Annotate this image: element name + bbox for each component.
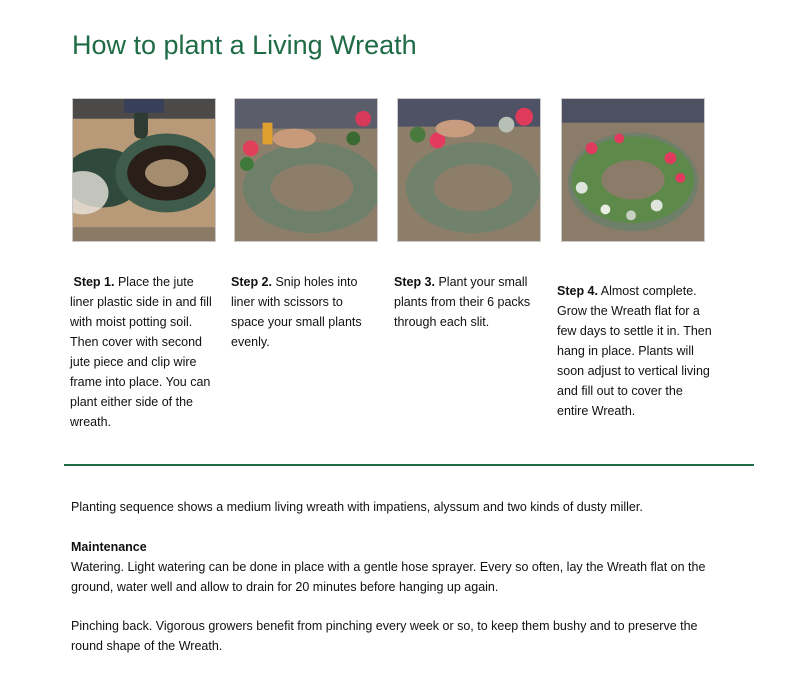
step-4-photo	[561, 98, 705, 242]
step-2-photo	[234, 98, 378, 242]
step-1-photo	[72, 98, 216, 242]
pinching-paragraph: Pinching back. Vigorous growers benefit from pinching every week or so, to keep them bushy and to preserve the round shape of the Wreath.	[71, 619, 698, 653]
intro-paragraph: Planting sequence shows a medium living wreath with impatiens, alyssum and two kinds of dusty miller.	[71, 500, 643, 514]
watering-paragraph: Watering. Light watering can be done in place with a gentle hose sprayer. Every so often, lay the Wreath flat on the ground, water well and allow to drain for 20 minutes before hanging up again.	[71, 560, 706, 594]
maintenance-heading	[71, 537, 721, 557]
step-3-text	[394, 272, 544, 332]
step-4-description: Almost complete. Grow the Wreath flat for a few days to settle it in. Then hang in place. Plants will soon adjust to vertical living and fill out to cover the entire Wreath.	[557, 284, 712, 418]
step-3-photo	[397, 98, 541, 242]
step-4-label: Step 4.	[557, 284, 598, 298]
step-3-description: Plant your small plants from their 6 packs through each slit.	[394, 275, 531, 329]
step-3-label: Step 3.	[394, 275, 435, 289]
step-2-text	[231, 272, 371, 352]
section-divider	[64, 464, 754, 466]
maintenance-heading-text: Maintenance	[71, 540, 147, 554]
step-1-description: Place the jute liner plastic side in and fill with moist potting soil. Then cover with second jute piece and clip wire frame into place. You can plant either side of the wreath.	[70, 275, 212, 429]
step-2-label: Step 2.	[231, 275, 272, 289]
step-2-description: Snip holes into liner with scissors to space your small plants evenly.	[231, 275, 362, 349]
page-title: How to plant a Living Wreath	[72, 30, 417, 60]
step-4-text	[557, 281, 717, 421]
step-1-text	[70, 272, 220, 432]
step-1-label: Step 1.	[73, 275, 115, 289]
